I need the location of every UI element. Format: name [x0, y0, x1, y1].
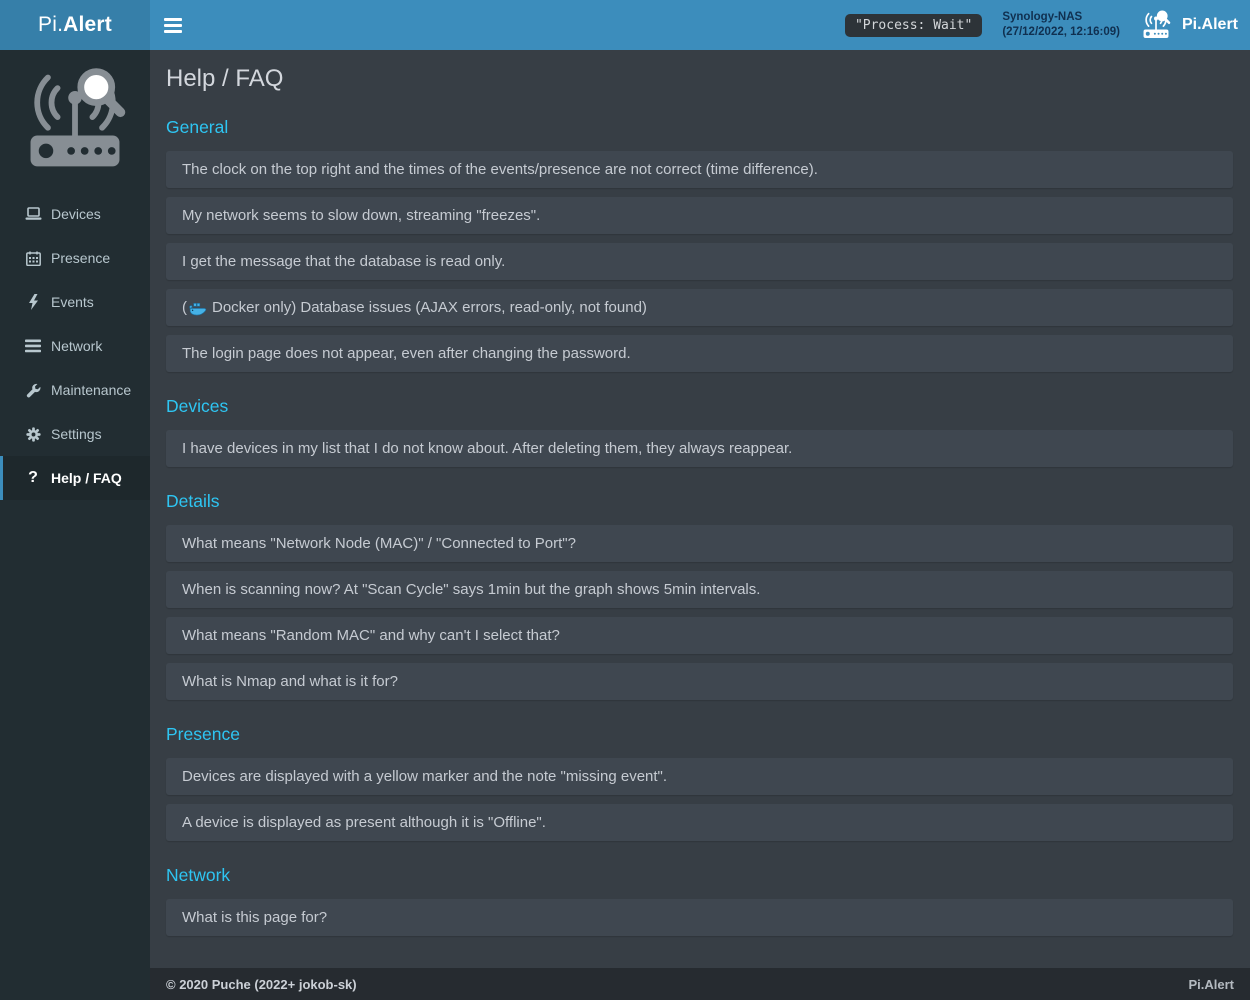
sidebar-item-presence[interactable]: [0, 236, 150, 280]
faq-question: What is Nmap and what is it for?: [182, 673, 398, 690]
question-icon: ?: [28, 469, 38, 486]
brand-pi: Pi.: [38, 13, 64, 36]
page-title: Help / FAQ: [166, 65, 284, 92]
docker-whale-icon: [189, 302, 207, 317]
nas-info: [1002, 10, 1120, 40]
faq-question: Devices are displayed with a yellow marker and the note "missing event".: [182, 768, 668, 785]
copyright-suffix: ): [352, 976, 357, 992]
menu-icon: [164, 30, 182, 33]
header-app-name: Pi.Alert: [1181, 16, 1238, 33]
sidebar-item-label: Network: [51, 338, 103, 354]
faq-item[interactable]: [166, 663, 1233, 700]
faq-item-docker[interactable]: [166, 289, 1233, 326]
faq-question: The login page does not appear, even after changing the password.: [182, 345, 631, 362]
process-status-badge: "Process: Wait": [845, 14, 982, 37]
top-header: [0, 0, 1250, 50]
faq-question: I have devices in my list that I do not know about. After deleting them, they always reappear.: [182, 440, 793, 457]
faq-item[interactable]: [166, 243, 1233, 280]
header-app-brand: [1138, 8, 1238, 42]
menu-icon: [164, 18, 182, 21]
menu-toggle-button[interactable]: [150, 0, 196, 50]
bolt-icon: [23, 294, 43, 310]
section-heading-presence: Presence: [166, 724, 240, 744]
sidebar-menu: [0, 192, 150, 500]
sidebar-item-settings[interactable]: [0, 412, 150, 456]
faq-question: A device is displayed as present although it is "Offline".: [182, 814, 546, 831]
faq-question: The clock on the top right and the times of the events/presence are not correct (time difference).: [182, 161, 818, 178]
sidebar-item-label: Settings: [51, 426, 102, 442]
section-heading-devices: Devices: [166, 396, 229, 416]
sidebar-item-network[interactable]: [0, 324, 150, 368]
faq-item[interactable]: [166, 197, 1233, 234]
calendar-icon: [23, 251, 43, 266]
sidebar: [0, 50, 150, 1000]
nas-name: Synology-NAS: [1002, 11, 1083, 23]
author-link-jokob-sk[interactable]: jokob-sk: [298, 976, 353, 992]
laptop-icon: [23, 207, 43, 221]
faq-item[interactable]: [166, 758, 1233, 795]
sidebar-item-label: Maintenance: [51, 382, 132, 398]
content-area: [150, 50, 1250, 968]
faq-item[interactable]: [166, 151, 1233, 188]
section-heading-general: General: [166, 117, 229, 137]
faq-item[interactable]: [166, 335, 1233, 372]
pialert-logo-icon: [1138, 8, 1174, 42]
network-icon: [23, 339, 43, 353]
footer: [150, 968, 1250, 1000]
faq-question: What means "Network Node (MAC)" / "Connected to Port"?: [182, 535, 576, 552]
gear-icon: [23, 427, 43, 442]
faq-item[interactable]: [166, 571, 1233, 608]
nas-clock: (27/12/2022, 12:16:09): [1002, 26, 1120, 38]
faq-item[interactable]: [166, 804, 1233, 841]
copyright: [166, 977, 357, 992]
copyright-middle: (2022+: [250, 976, 299, 992]
section-heading-network: Network: [166, 865, 231, 885]
router-magnifier-logo-icon: [17, 62, 133, 178]
faq-item[interactable]: [166, 899, 1233, 936]
sidebar-item-help-faq[interactable]: [0, 456, 150, 500]
sidebar-item-maintenance[interactable]: [0, 368, 150, 412]
footer-app-name: Pi.Alert: [1188, 976, 1234, 992]
wrench-icon: [23, 383, 43, 398]
faq-item[interactable]: [166, 525, 1233, 562]
faq-question: Docker only) Database issues (AJAX errors, read-only, not found): [212, 299, 647, 316]
faq-question: My network seems to slow down, streaming "freezes".: [182, 207, 541, 224]
faq-question: What is this page for?: [182, 909, 328, 926]
copyright-prefix: © 2020: [166, 976, 212, 992]
faq-question: When is scanning now? At "Scan Cycle" says 1min but the graph shows 5min intervals.: [182, 581, 761, 598]
sidebar-item-label: Help / FAQ: [51, 470, 122, 486]
faq-item[interactable]: [166, 430, 1233, 467]
faq-item[interactable]: [166, 617, 1233, 654]
sidebar-item-label: Events: [51, 294, 94, 310]
faq-question: I get the message that the database is read only.: [182, 253, 506, 270]
sidebar-item-label: Presence: [51, 250, 111, 266]
section-heading-details: Details: [166, 491, 220, 511]
faq-question: What means "Random MAC" and why can't I select that?: [182, 627, 560, 644]
faq-question-prefix: (: [182, 299, 187, 316]
menu-icon: [164, 24, 182, 27]
brand-logo[interactable]: [0, 0, 150, 50]
sidebar-item-label: Devices: [51, 206, 101, 222]
sidebar-item-devices[interactable]: [0, 192, 150, 236]
sidebar-item-events[interactable]: [0, 280, 150, 324]
author-link-puche[interactable]: Puche: [211, 976, 251, 992]
brand-alert: Alert: [63, 13, 112, 36]
